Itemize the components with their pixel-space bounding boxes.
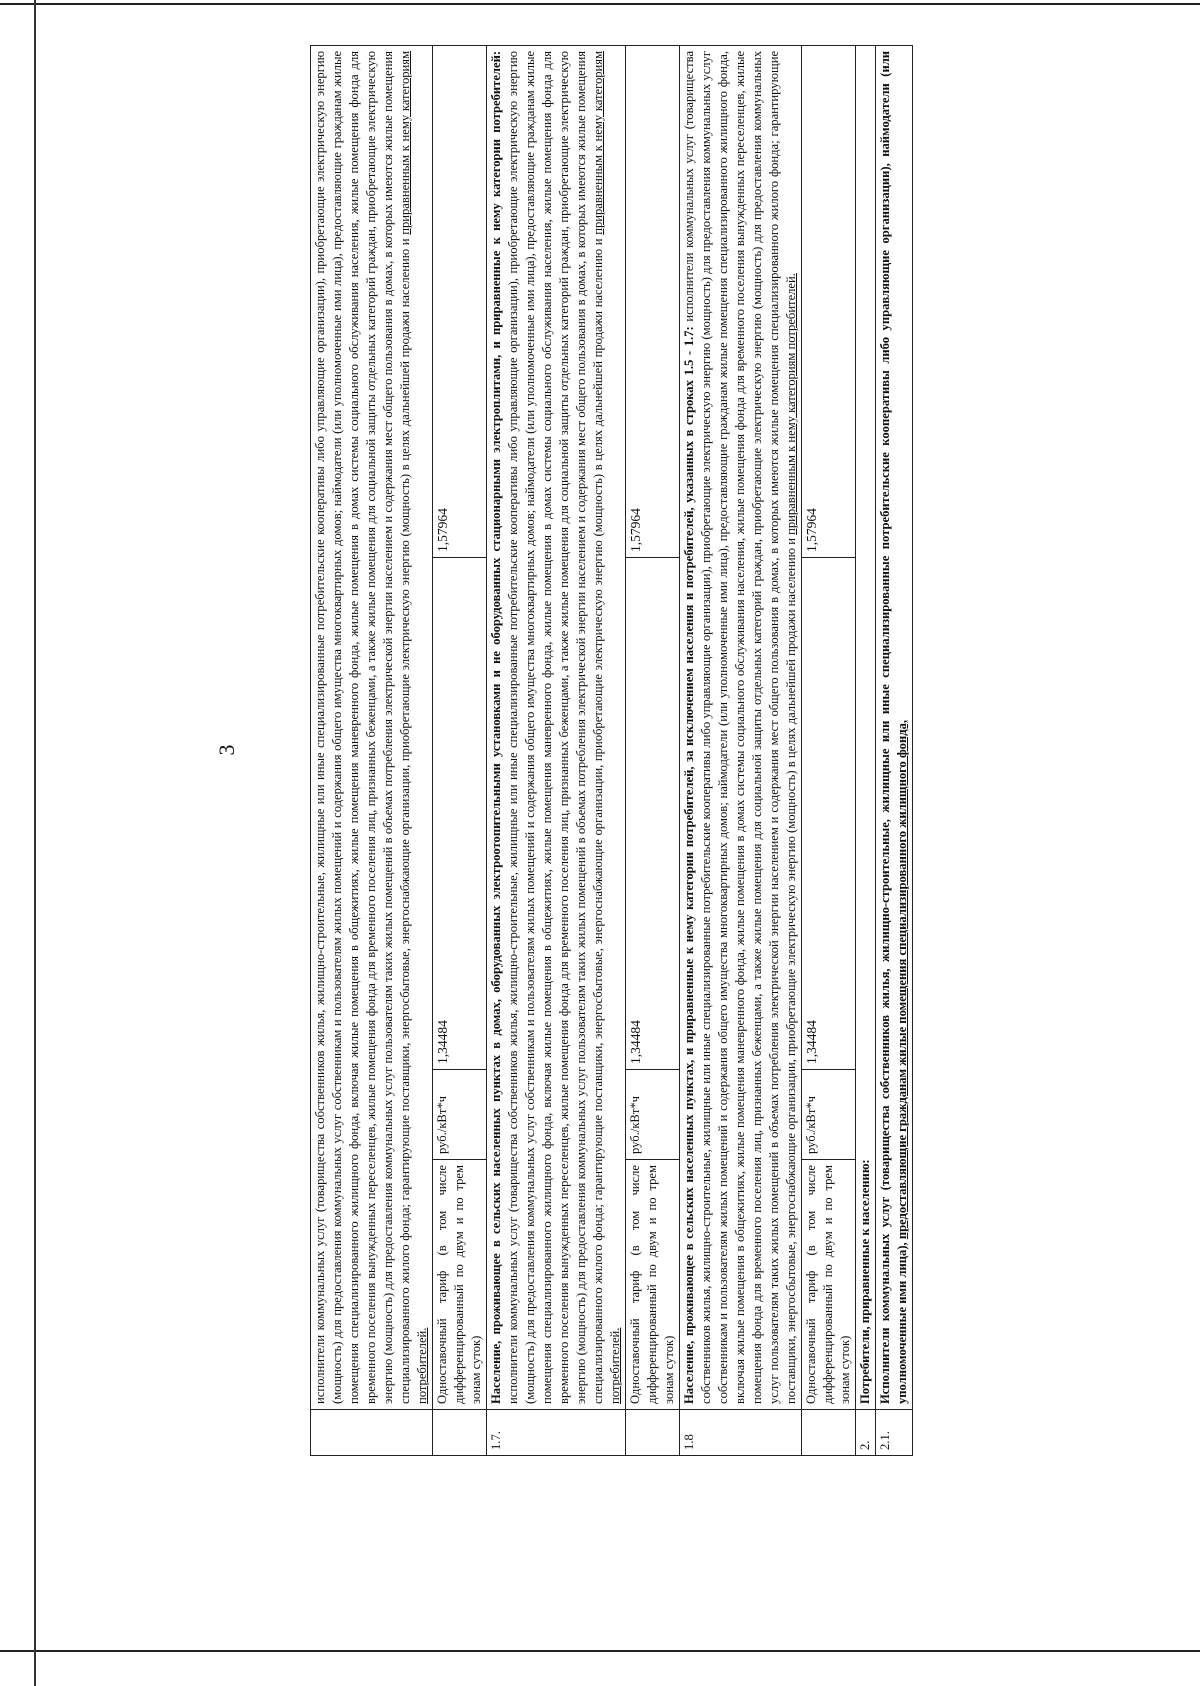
tariff-value-2: 1,57964 <box>802 45 856 557</box>
row-number: 2. <box>856 1410 876 1456</box>
scan-edge-bottom <box>0 1650 1200 1652</box>
table-row <box>680 45 802 1455</box>
page-number: 3 <box>214 744 239 756</box>
row-tail: приравненным к нему категориям потребителей. <box>398 50 429 1404</box>
row-tail: приравненным к нему категориям потребителей. <box>784 273 798 535</box>
row-heading: Потребители, приравненные к населению: <box>856 45 876 1409</box>
tariff-value-2: 1,57964 <box>433 45 487 557</box>
row-text: исполнители коммунальных услуг (товарищества собственников жилья, жилищно-строительные, жилищные или иные специализированные потребительские кооперативы либо управляющие организации), приобретающие электрическую энергию (мощность) для предоставления коммунальных услуг собственникам и пользователям жилых помещений и содержания общего имущества многоквартирных домов; наймодатели (или уполномоченные ими лица), предоставляющие гражданам жилые помещения специализированного жилищного фонда, включая жилые помещения в общежитиях, жилые помещения маневренного фонда, жилые помещения в домах системы социального обслуживания населения, жилые помещения фонда для временного поселения вынужденных переселенцев, жилые помещения фонда для временного поселения лиц, признанных беженцами, а также жилые помещения для социальной защиты отдельных категорий граждан, приобретающие электрическую энергию (мощность) для предоставления коммунальных услуг пользователям таких жилых помещений в объемах потребления электрической энергии населением и содержания мест общего пользования в домах, в которых имеются жилые помещения специализированного жилого фонда; гарантирующие поставщики, энергосбытовые, энергоснабжающие организации, приобретающие электрическую энергию (мощность) в целях дальнейшей продажи населению и <box>313 50 412 1404</box>
row-description <box>680 45 802 1409</box>
table-row <box>626 45 680 1455</box>
tariff-unit: руб./кВт*ч <box>626 1070 680 1160</box>
tariff-unit: руб./кВт*ч <box>433 1070 487 1160</box>
tariff-value-2: 1,57964 <box>626 45 680 557</box>
tariff-value-1: 1,34484 <box>433 558 487 1070</box>
tariff-value-1: 1,34484 <box>626 558 680 1070</box>
table-row <box>802 45 856 1455</box>
tariff-label: Одноставочный тариф (в том числе дифференцированный по двум и по трем зонам суток) <box>626 1160 680 1410</box>
row-description <box>311 45 433 1409</box>
tariff-unit: руб./кВт*ч <box>802 1070 856 1160</box>
row-heading: Население, проживающее в сельских населенных пунктах в домах, оборудованных электроотопительными установками и не оборудованных стационарными электроплитами, и приравненные к нему категории потребителей: <box>489 50 503 1404</box>
row-number: 2.1. <box>876 1410 913 1456</box>
tariff-label: Одноставочный тариф (в том числе дифференцированный по двум и по трем зонам суток) <box>433 1160 487 1410</box>
row-text: исполнители коммунальных услуг (товарищества собственников жилья, жилищно-строительные, жилищные или иные специализированные потребительские кооперативы либо управляющие организации), приобретающие электрическую энергию (мощность) для предоставления коммунальных услуг собственникам и пользователям жилых помещений и содержания общего имущества многоквартирных домов; наймодатели (или уполномоченные ими лица), предоставляющие гражданам жилые помещения специализированного жилищного фонда, включая жилые помещения в общежитиях, жилые помещения маневренного фонда, жилые помещения в домах системы социального обслуживания населения, жилые помещения фонда для временного поселения вынужденных переселенцев, жилые помещения фонда для временного поселения лиц, признанных беженцами, а также жилые помещения для социальной защиты отдельных категорий граждан, приобретающие электрическую энергию (мощность) для предоставления коммунальных услуг пользователям таких жилых помещений в объемах потребления электрической энергии населением и содержания мест общего пользования в домах, в которых имеются жилые помещения специализированного жилого фонда; гарантирующие поставщики, энергосбытовые, энергоснабжающие организации, приобретающие электрическую энергию (мощность) в целях дальнейшей продажи населению и <box>506 50 605 1404</box>
tariff-value-1: 1,34484 <box>802 558 856 1070</box>
tariff-label: Одноставочный тариф (в том числе дифференцированный по двум и по трем зонам суток) <box>802 1160 856 1410</box>
table-row <box>433 45 487 1455</box>
tariff-table <box>310 45 913 1456</box>
row-heading: Население, проживающее в сельских населенных пунктах, и приравненные к нему категории потребителей, за исключением населения и потребителей, указанных в строках 1.5 - 1.7: <box>682 326 696 1404</box>
table-row <box>876 45 913 1455</box>
table-row <box>487 45 626 1455</box>
row-description <box>876 45 913 1409</box>
row-number: 1.8 <box>680 1410 802 1456</box>
table-row <box>311 45 433 1455</box>
row-number: 1.7. <box>487 1410 626 1456</box>
scan-edge-top <box>0 3 1200 5</box>
row-text-underlined: предоставляющие гражданам жилые помещения специализированного жилищного фонда, <box>895 719 909 1240</box>
row-number-cell <box>311 1410 433 1456</box>
row-text: исполнители коммунальных услуг (товарищества собственников жилья, жилищно-строительные, жилищные или иные специализированные потребительские кооперативы либо управляющие организации), приобретающие электрическую энергию (мощность) для предоставления коммунальных услуг собственникам и пользователям жилых помещений и содержания общего имущества многоквартирных домов; наймодатели (или уполномоченные ими лица), предоставляющие гражданам жилые помещения специализированного жилищного фонда, включая жилые помещения в общежитиях, жилые помещения маневренного фонда, жилые помещения в домах системы социального обслуживания населения, жилые помещения фонда для временного поселения вынужденных переселенцев, жилые помещения фонда для временного поселения лиц, признанных беженцами, а также жилые помещения для социальной защиты отдельных категорий граждан, приобретающие электрическую энергию (мощность) для предоставления коммунальных услуг пользователям таких жилых помещений в объемах потребления электрической энергии населением и содержания мест общего пользования в домах, в которых имеются жилые помещения специализированного жилого фонда; гарантирующие поставщики, энергосбытовые, энергоснабжающие организации, приобретающие электрическую энергию (мощность) в целях дальнейшей продажи населению и <box>682 50 798 1404</box>
table-row <box>856 45 876 1455</box>
row-tail: приравненным к нему категориям потребителей. <box>591 50 622 1404</box>
row-text: Исполнители коммунальных услуг (товарищества собственников жилья, жилищно-строительные, жилищные или иные специализированные потребительские кооперативы либо управляющие организации), наймодатели (или уполномоченные ими лица), <box>878 50 909 1404</box>
row-description <box>487 45 626 1409</box>
scan-edge-left <box>34 0 36 1686</box>
rotated-page <box>180 40 1080 1460</box>
